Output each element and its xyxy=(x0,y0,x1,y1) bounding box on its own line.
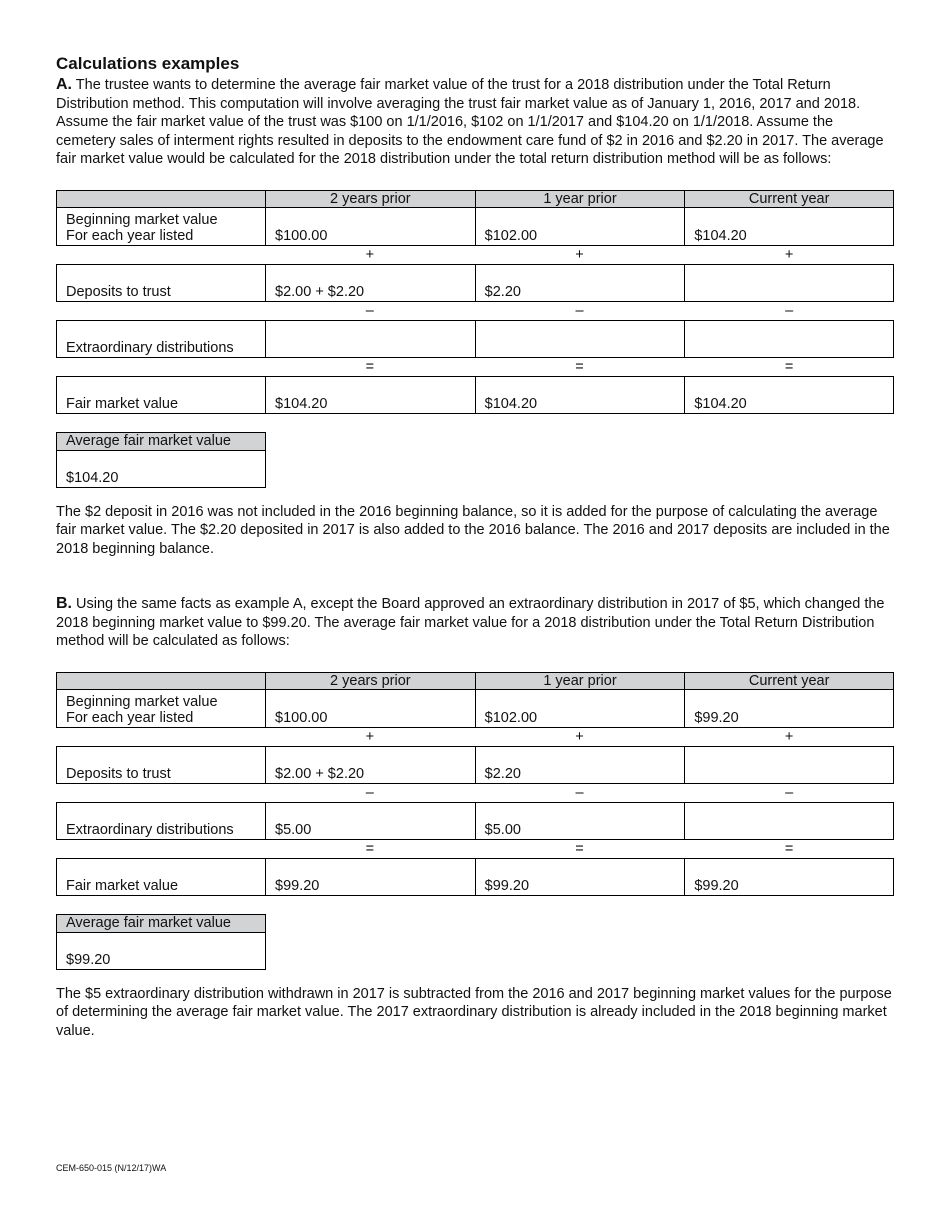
operator-row xyxy=(56,728,894,746)
row-label xyxy=(56,746,265,784)
value-cell: $100.00 xyxy=(265,208,475,246)
row-label-text: Fair market value xyxy=(66,877,179,894)
operator-symbol: – xyxy=(575,302,584,319)
row-label-text: Deposits to trust xyxy=(66,283,171,300)
value-cell: $102.00 xyxy=(475,690,685,728)
row-label-text: Deposits to trust xyxy=(66,765,171,782)
row-label-text: Extraordinary distributions xyxy=(66,821,234,838)
row-label xyxy=(56,376,265,414)
value-cell: $99.20 xyxy=(684,858,894,896)
header-2-years-prior: 2 years prior xyxy=(265,190,475,208)
operator-symbol: = xyxy=(784,358,794,375)
value-cell xyxy=(684,802,894,840)
row-label xyxy=(56,690,265,728)
example-b-average-box xyxy=(56,914,266,970)
value-cell: $2.20 xyxy=(475,264,685,302)
operator-row xyxy=(56,302,894,320)
operator-symbol: = xyxy=(784,840,794,857)
document-page xyxy=(56,54,894,1040)
value-cell: $99.20 xyxy=(265,858,475,896)
example-b-letter: B. xyxy=(56,595,72,612)
header-blank-cell xyxy=(56,672,265,690)
table-row xyxy=(56,208,894,246)
value-cell: $102.00 xyxy=(475,208,685,246)
row-label xyxy=(56,320,265,358)
value-cell: $99.20 xyxy=(475,858,685,896)
value-cell xyxy=(684,320,894,358)
row-label-text: Beginning market value For each year listed xyxy=(66,693,218,726)
row-label-text: Extraordinary distributions xyxy=(66,339,234,356)
example-a-average-box xyxy=(56,432,266,488)
operator-symbol: = xyxy=(575,358,584,375)
operator-symbol: = xyxy=(365,358,375,375)
header-current-year: Current year xyxy=(684,672,894,690)
operator-symbol: + xyxy=(575,728,584,745)
value-cell xyxy=(684,264,894,302)
value-cell: $99.20 xyxy=(684,690,894,728)
example-a-table xyxy=(56,190,894,414)
operator-symbol: – xyxy=(365,302,374,319)
example-a-intro xyxy=(56,76,894,169)
example-b-note: The $5 extraordinary distribution withdrawn in 2017 is subtracted from the 2016 and 2017 beginning market values for the purpose of determining the average fair market value. The 2017 extraordinary distribution is already included in the 2018 beginning market value. xyxy=(56,985,892,1039)
operator-symbol: – xyxy=(785,302,794,319)
table-row xyxy=(56,746,894,784)
value-cell: $104.20 xyxy=(684,208,894,246)
average-label: Average fair market value xyxy=(56,914,266,933)
value-cell xyxy=(265,320,475,358)
value-cell: $100.00 xyxy=(265,690,475,728)
value-cell: $104.20 xyxy=(684,376,894,414)
operator-symbol: + xyxy=(365,246,375,263)
operator-row xyxy=(56,246,894,264)
value-cell: $104.20 xyxy=(475,376,685,414)
operator-symbol: + xyxy=(575,246,584,263)
row-label-text: Fair market value xyxy=(66,395,179,412)
operator-symbol: = xyxy=(575,840,584,857)
table-header-row xyxy=(56,672,894,690)
form-number-footer: CEM-650-015 (N/12/17)WA xyxy=(56,1163,167,1173)
header-1-year-prior: 1 year prior xyxy=(475,672,685,690)
example-a-note: The $2 deposit in 2016 was not included in the 2016 beginning balance, so it is added for the purpose of calculating the average fair market value. The $2.20 deposited in 2017 is also added to the 2016 balance. The 2016 and 2017 deposits are included in the 2018 beginning balance. xyxy=(56,503,890,557)
operator-symbol: – xyxy=(575,784,584,801)
operator-row xyxy=(56,840,894,858)
average-value: $99.20 xyxy=(56,933,266,970)
row-label xyxy=(56,802,265,840)
example-b-intro-text: Using the same facts as example A, except the Board approved an extraordinary distribution in 2017 of $5, which changed the 2018 beginning market value to $99.20. The average fair market value for a 2018 distribution under the Total Return Distribution method will be calculated as follows: xyxy=(56,596,885,649)
header-blank-cell xyxy=(56,190,265,208)
operator-symbol: + xyxy=(784,246,794,263)
row-label xyxy=(56,858,265,896)
header-1-year-prior: 1 year prior xyxy=(475,190,685,208)
operator-symbol: = xyxy=(365,840,375,857)
table-row xyxy=(56,376,894,414)
operator-symbol: – xyxy=(365,784,374,801)
example-a-intro-text: The trustee wants to determine the average fair market value of the trust for a 2018 distribution under the Total Return Distribution method. This computation will involve averaging the trust fair market value as of January 1, 2016, 2017 and 2018. Assume the fair market value of the trust was $100 on 1/1/2016, $102 on 1/1/2017 and $104.20 on 1/1/2018. Assume the cemetery sales of interment rights resulted in deposits to the endowment care fund of $2 in 2016 and $2.20 in 2017. The average fair market value would be calculated for the 2018 distribution under the total return distribution method will be as follows: xyxy=(56,77,884,167)
value-cell xyxy=(684,746,894,784)
table-row xyxy=(56,690,894,728)
example-a-letter: A. xyxy=(56,76,72,93)
table-row xyxy=(56,320,894,358)
value-cell: $2.00 + $2.20 xyxy=(265,746,475,784)
example-b-intro xyxy=(56,595,894,651)
table-row xyxy=(56,802,894,840)
value-cell: $2.20 xyxy=(475,746,685,784)
row-label xyxy=(56,264,265,302)
header-current-year: Current year xyxy=(684,190,894,208)
operator-symbol: – xyxy=(785,784,794,801)
table-header-row xyxy=(56,190,894,208)
operator-symbol: + xyxy=(365,728,375,745)
operator-row xyxy=(56,358,894,376)
row-label xyxy=(56,208,265,246)
value-cell: $5.00 xyxy=(475,802,685,840)
value-cell xyxy=(475,320,685,358)
table-row xyxy=(56,858,894,896)
value-cell: $104.20 xyxy=(265,376,475,414)
value-cell: $5.00 xyxy=(265,802,475,840)
average-label: Average fair market value xyxy=(56,432,266,451)
page-title: Calculations examples xyxy=(56,54,240,73)
header-2-years-prior: 2 years prior xyxy=(265,672,475,690)
row-label-text: Beginning market value For each year listed xyxy=(66,211,218,244)
average-value: $104.20 xyxy=(56,451,266,488)
operator-symbol: + xyxy=(784,728,794,745)
example-b-table xyxy=(56,672,894,896)
operator-row xyxy=(56,784,894,802)
table-row xyxy=(56,264,894,302)
value-cell: $2.00 + $2.20 xyxy=(265,264,475,302)
